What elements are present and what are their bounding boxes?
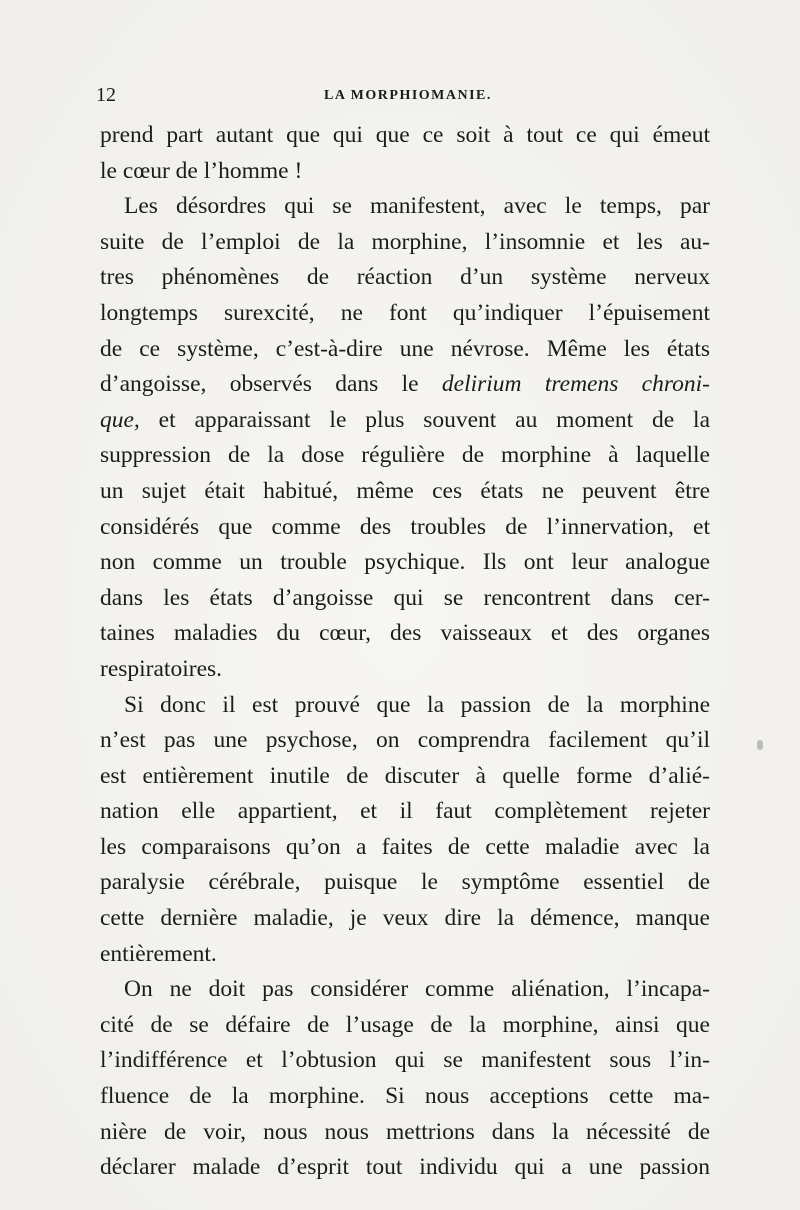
body-text	[100, 118, 710, 1186]
text-line: longtemps surexcité, ne font qu’indiquer l’épuisement	[100, 299, 710, 326]
text-line: l’indifférence et l’obtusion qui se manifestent sous l’in-	[100, 1047, 710, 1074]
text-line: un sujet était habitué, même ces états ne peuvent être	[100, 477, 710, 504]
text-line: n’est pas une psychose, on comprendra facilement qu’il	[100, 727, 710, 754]
text-line: paralysie cérébrale, puisque le symptôme essentiel de	[100, 869, 710, 896]
text-line: suite de l’emploi de la morphine, l’insomnie et les au-	[100, 228, 710, 255]
running-head	[96, 84, 712, 108]
italic-text: que,	[100, 406, 140, 433]
text-line: suppression de la dose régulière de morphine à laquelle	[100, 442, 710, 469]
ink-speck	[757, 740, 763, 750]
text-line: tres phénomènes de réaction d’un système nerveux	[100, 264, 710, 291]
text-line: entièrement.	[100, 940, 217, 967]
text-line: dans les états d’angoisse qui se rencontrent dans cer-	[100, 584, 710, 611]
text-segment: et apparaissant le plus souvent au moment de la	[139, 406, 710, 433]
text-line	[100, 367, 710, 403]
running-title: LA MORPHIOMANIE.	[324, 88, 492, 103]
text-line: nière de voir, nous nous mettrions dans la nécessité de	[100, 1118, 710, 1145]
text-line: prend part autant que qui que ce soit à tout ce qui émeut	[100, 122, 710, 148]
text-line: déclarer malade d’esprit tout individu qui a une passion	[100, 1154, 710, 1181]
text-line: cette dernière maladie, je veux dire la démence, manque	[100, 905, 710, 932]
italic-text: delirium tremens chroni-	[441, 371, 710, 398]
text-line: les comparaisons qu’on a faites de cette maladie avec la	[100, 833, 710, 860]
text-segment: d’angoisse, observés dans le	[100, 371, 442, 398]
text-line: non comme un trouble psychique. Ils ont leur analogue	[100, 549, 710, 576]
text-line: Si donc il est prouvé que la passion de la morphine	[124, 691, 710, 718]
text-line: nation elle appartient, et il faut complètement rejeter	[100, 798, 710, 825]
text-line: de ce système, c’est-à-dire une névrose. Même les états	[100, 335, 710, 362]
text-line: considérés que comme des troubles de l’innervation, et	[100, 513, 710, 540]
text-line: cité de se défaire de l’usage de la morphine, ainsi que	[100, 1011, 710, 1038]
page-number: 12	[96, 84, 116, 106]
text-line: respiratoires.	[100, 655, 223, 682]
text-line: On ne doit pas considérer comme aliénation, l’incapa-	[124, 976, 710, 1003]
text-line	[100, 403, 710, 439]
text-line: Les désordres qui se manifestent, avec le temps, par	[124, 193, 710, 220]
text-line: le cœur de l’homme !	[100, 157, 303, 184]
text-line: fluence de la morphine. Si nous acceptions cette ma-	[100, 1083, 710, 1110]
text-line: est entièrement inutile de discuter à quelle forme d’alié-	[100, 762, 710, 789]
text-line: taines maladies du cœur, des vaisseaux et des organes	[100, 620, 710, 647]
